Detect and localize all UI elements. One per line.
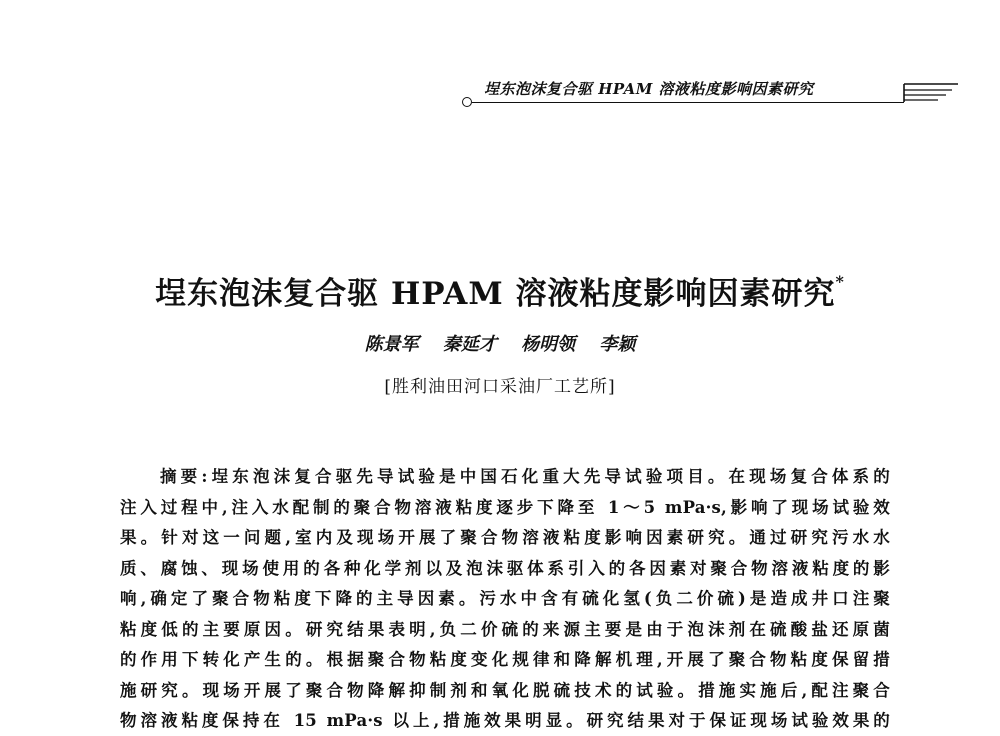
header-decorative-lines-icon <box>902 80 960 106</box>
abstract-line: 果。针对这一问题,室内及现场开展了聚合物溶液粘度影响因素研究。通过研究污水水 <box>120 528 890 547</box>
abstract-line: 响,确定了聚合物粘度下降的主导因素。污水中含有硫化氢(负二价硫)是造成井口注聚 <box>120 589 890 608</box>
header-rule-circle-icon <box>462 97 472 107</box>
paper-title-text: 埕东泡沫复合驱 HPAM 溶液粘度影响因素研究 <box>155 276 836 312</box>
running-header <box>462 70 962 114</box>
abstract-line: 注入过程中,注入水配制的聚合物溶液粘度逐步下降至 1～5 mPa·s,影响了现场试验效 <box>120 497 890 517</box>
abstract-line: 粘度低的主要原因。研究结果表明,负二价硫的来源主要是由于泡沫剂在硫酸盐还原菌 <box>120 619 890 639</box>
abstract-line <box>120 462 890 493</box>
author-list: 陈景军 秦延才 杨明领 李颖 <box>364 334 636 355</box>
abstract-line: 物溶液粘度保持在 15 mPa·s 以上,措施效果明显。研究结果对于保证现场试验效果的 <box>120 711 890 730</box>
abstract <box>120 462 890 730</box>
abstract-label: 摘要: <box>160 467 208 486</box>
abstract-line: 施研究。现场开展了聚合物降解抑制剂和氧化脱硫技术的试验。措施实施后,配注聚合 <box>120 680 890 700</box>
header-rule-line <box>472 102 904 103</box>
abstract-line-text: 埕东泡沫复合驱先导试验是中国石化重大先导试验项目。在现场复合体系的 <box>207 467 890 486</box>
title-footnote-mark: * <box>835 271 845 291</box>
abstract-line: 的作用下转化产生的。根据聚合物粘度变化规律和降解机理,开展了聚合物粘度保留措 <box>120 650 890 669</box>
paper-title <box>0 268 1000 313</box>
running-header-title: 埕东泡沫复合驱 HPAM 溶液粘度影响因素研究 <box>484 80 814 98</box>
author-affiliation: [胜利油田河口采油厂工艺所] <box>384 377 616 397</box>
abstract-line: 质、腐蚀、现场使用的各种化学剂以及泡沫驱体系引入的各因素对聚合物溶液粘度的影 <box>120 558 890 578</box>
